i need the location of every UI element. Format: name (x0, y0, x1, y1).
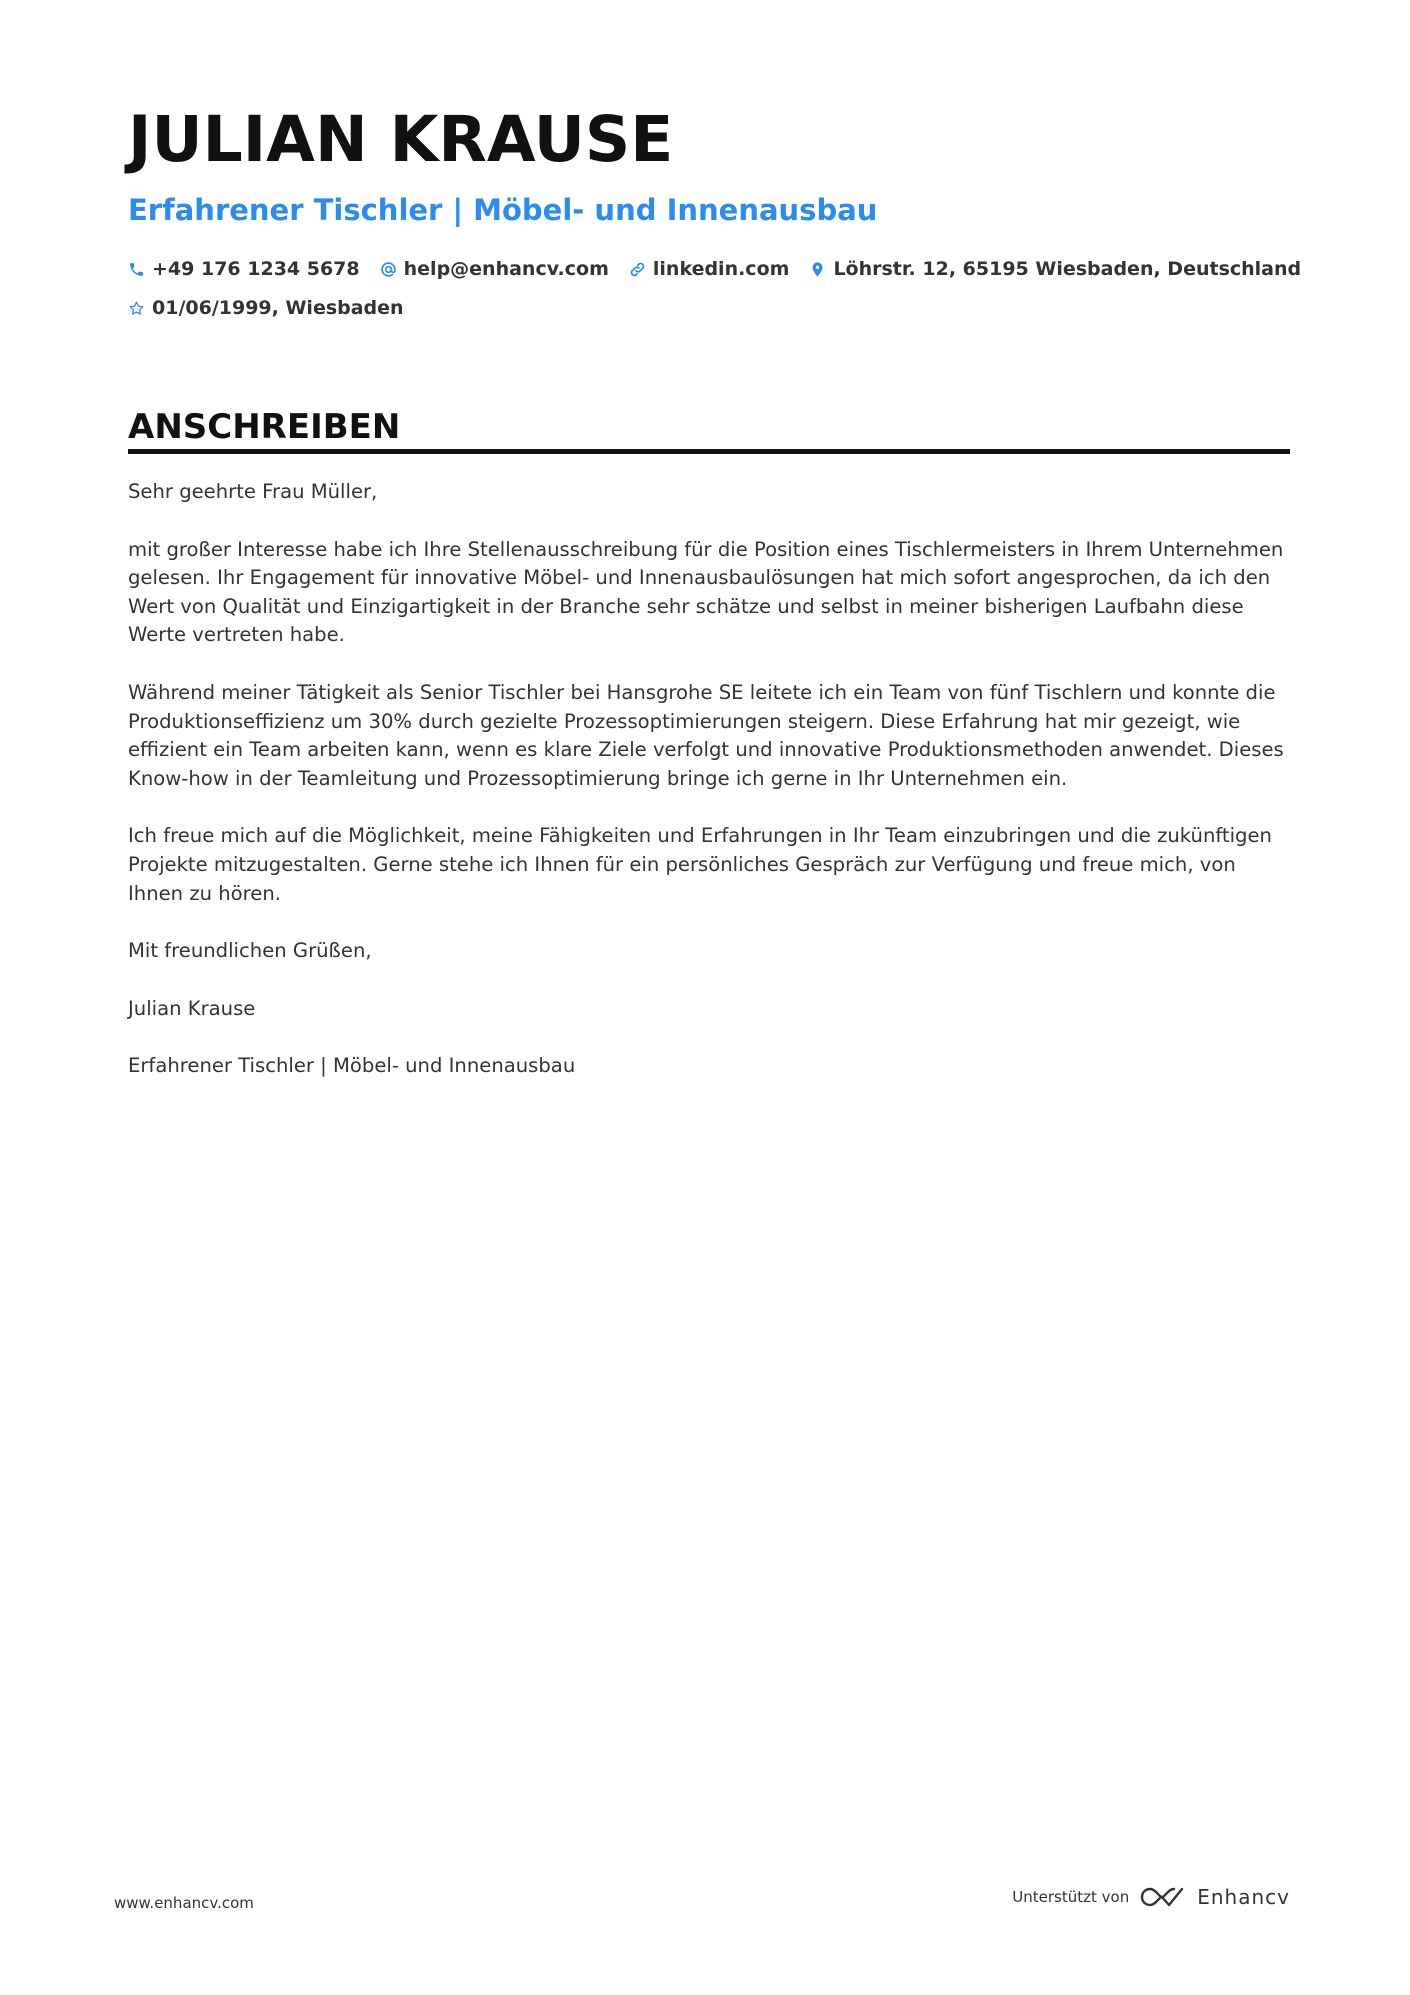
letter-paragraph: Während meiner Tätigkeit als Senior Tischler bei Hansgrohe SE leitete ich ein Team von fünf Tischlern und konnte die Produktionseffizienz um 30% durch gezielte Prozessoptimierungen steigern. Diese Erfahrung hat mir gezeigt, wie effizient ein Team arbeiten kann, wenn es klare Ziele verfolgt und innovative Produktionsmethoden anwendet. Dieses Know-how in der Teamleitung und Prozessoptimierung bringe ich gerne in Ihr Unternehmen ein. (128, 680, 1284, 790)
address-text: Löhrstr. 12, 65195 Wiesbaden, Deutschland (833, 258, 1302, 280)
powered-by-text: Unterstützt von (1012, 1888, 1130, 1906)
contact-phone (128, 258, 360, 280)
brand-name: Enhancv (1197, 1885, 1290, 1909)
contact-address (809, 258, 1301, 280)
phone-icon (128, 261, 145, 278)
contact-birth (128, 297, 404, 319)
contact-email (380, 258, 609, 280)
footer-website[interactable]: www.enhancv.com (114, 1894, 254, 1912)
contact-row-1 (128, 253, 1302, 285)
link-icon (629, 261, 646, 278)
letter-body (128, 478, 1290, 1110)
applicant-headline: Erfahrener Tischler | Möbel- und Innenausbau (128, 193, 878, 227)
linkedin-link[interactable]: linkedin.com (652, 258, 790, 280)
contact-linkedin (629, 258, 790, 280)
map-pin-icon (809, 261, 826, 278)
contact-row-2 (128, 292, 1288, 324)
section-title: ANSCHREIBEN (128, 407, 401, 447)
email-address[interactable]: help@enhancv.com (403, 258, 609, 280)
signature-name: Julian Krause (128, 996, 256, 1020)
signature-title: Erfahrener Tischler | Möbel- und Innenausbau (128, 1054, 576, 1078)
star-icon (128, 300, 145, 317)
closing: Mit freundlichen Grüßen, (128, 939, 372, 963)
letter-paragraph: mit großer Interesse habe ich Ihre Stellenausschreibung für die Position eines Tischlermeisters in Ihrem Unternehmen gelesen. Ihr Engagement für innovative Möbel- und Innenausbaulösungen hat mich sofort angesprochen, da ich den Wert von Qualität und Einzigartigkeit in der Branche sehr schätze und selbst in meiner bisherigen Laufbahn diese Werte vertreten habe. (128, 537, 1284, 647)
enhancv-logo-icon (1139, 1884, 1185, 1910)
applicant-name: JULIAN KRAUSE (128, 103, 674, 176)
letter-paragraph: Ich freue mich auf die Möglichkeit, meine Fähigkeiten und Erfahrungen in Ihr Team einzubringen und die zukünftigen Projekte mitzugestalten. Gerne stehe ich Ihnen für ein persönliches Gespräch zur Verfügung und freue mich, von Ihnen zu hören. (128, 824, 1272, 905)
salutation: Sehr geehrte Frau Müller, (128, 480, 378, 503)
birth-info: 01/06/1999, Wiesbaden (152, 297, 404, 319)
at-icon (380, 261, 397, 278)
section-divider (128, 449, 1290, 454)
footer-branding (1012, 1884, 1290, 1910)
phone-number: +49 176 1234 5678 (152, 258, 360, 280)
contact-info (128, 253, 1302, 331)
